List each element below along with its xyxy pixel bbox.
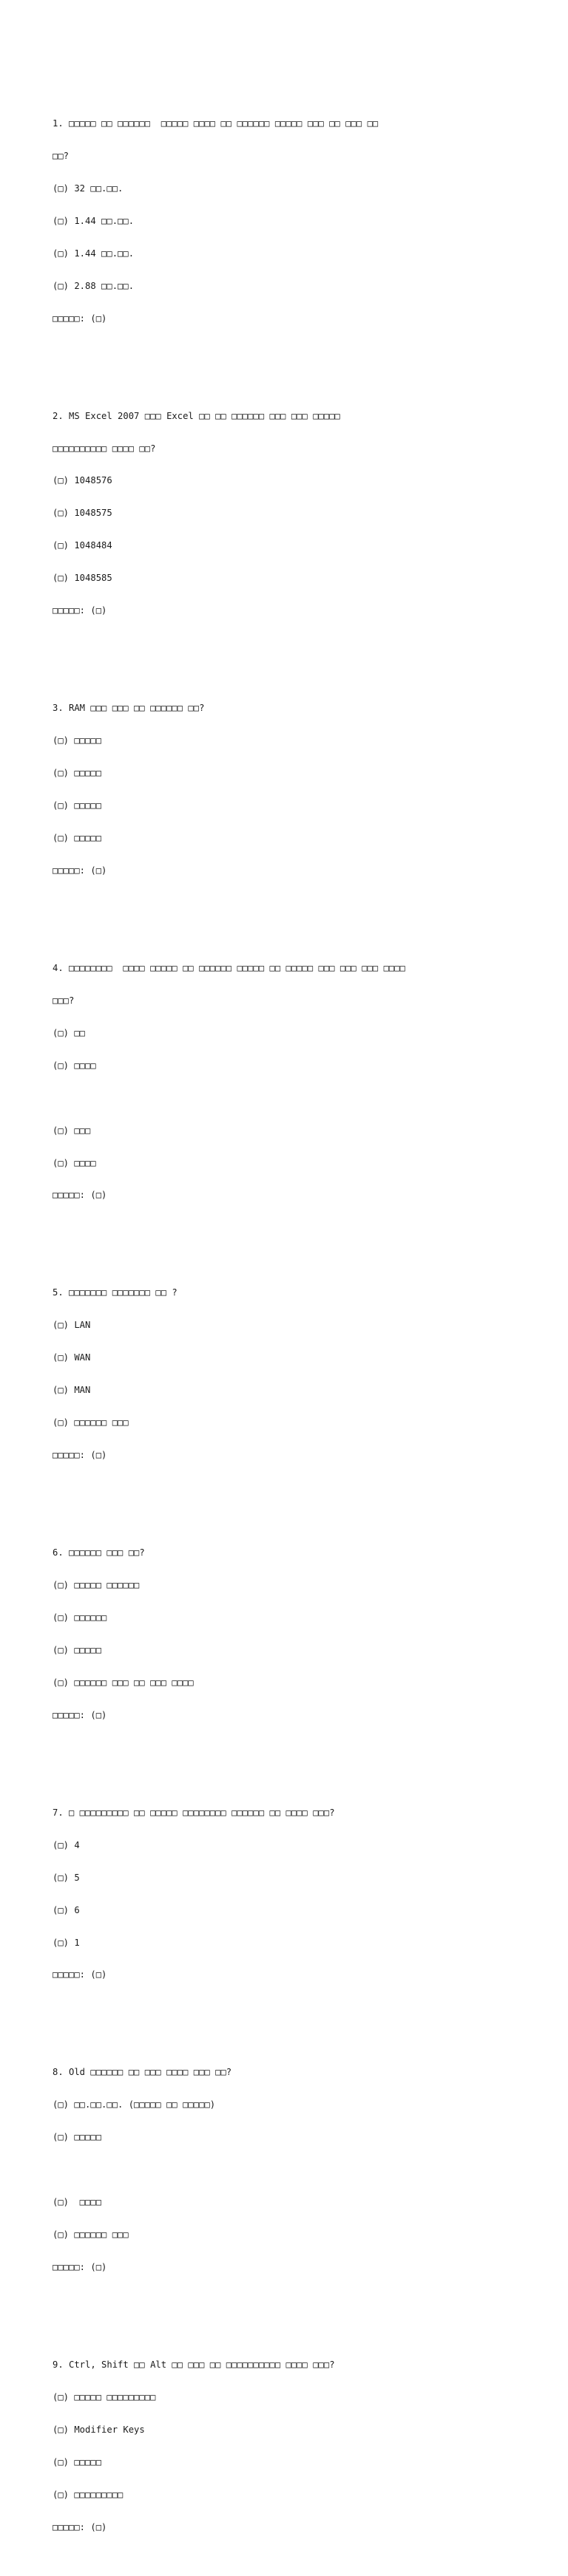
option-d: (□) □□□□□□ □□□: [53, 2229, 129, 2241]
option-d: (□) □□□□□□ □□□ □□ □□□ □□□□: [53, 1677, 194, 1688]
option-a: (□) 32 □□.□□.: [53, 183, 124, 194]
question-block-3: [53, 681, 555, 898]
answer-line: □□□□□: (□): [53, 2521, 107, 2532]
question-block-7: [53, 1785, 555, 2002]
option-a: (□) □□□□□: [53, 735, 102, 746]
option-b: (□) WAN: [53, 1352, 91, 1363]
option-c: (□) □□□□□: [53, 800, 102, 811]
option-a: (□) □□: [53, 1027, 86, 1038]
question-block-6: [53, 1526, 555, 1742]
answer-line: □□□□□: (□): [53, 1709, 107, 1720]
option-b: (□) Modifier Keys: [53, 2424, 145, 2435]
answer-line: □□□□□: (□): [53, 2262, 107, 2273]
option-a: (□) □□□□□ □□□□□□: [53, 1579, 140, 1590]
option-a: (□) 4: [53, 1839, 80, 1850]
answer-line: □□□□□: (□): [53, 1190, 107, 1201]
option-b: (□) □□□□□□: [53, 1612, 107, 1623]
question-block-9: [53, 2338, 555, 2555]
question-text-continued: □□?: [53, 150, 70, 161]
question-block-2: [53, 389, 555, 638]
option-b: (□) 1.44 □□.□□.: [53, 215, 135, 226]
option-b: (□) 1048575: [53, 508, 112, 519]
question-text: 2. MS Excel 2007 □□□ Excel □□ □□ □□□□□□ □□□ □□□ □□□□□: [53, 410, 340, 421]
question-block-1: [53, 97, 555, 346]
option-d: (□) □□□□□: [53, 832, 102, 843]
question-text: 4. □□□□□□□□ □□□□ □□□□□ □□ □□□□□□ □□□□□ □□ □□□□□ □□□ □□□ □□□ □□□□: [53, 962, 405, 973]
option-d: (□) 2.88 □□.□□.: [53, 280, 135, 291]
answer-line: □□□□□: (□): [53, 313, 107, 324]
option-d: (□) □□□□□□ □□□: [53, 1417, 129, 1428]
question-text: 5. □□□□□□□ □□□□□□□ □□ ?: [53, 1287, 178, 1298]
question-text: 8. Old □□□□□□ □□ □□□ □□□□ □□□ □□?: [53, 2067, 232, 2078]
option-d: (□) 1: [53, 1937, 80, 1948]
question-text: 3. RAM □□□ □□□ □□ □□□□□□ □□?: [53, 703, 205, 714]
question-text-continued: □□□□□□□□□□ □□□□ □□?: [53, 443, 156, 454]
option-c: (□) □□□□□: [53, 2456, 102, 2467]
question-text: 9. Ctrl, Shift □□ Alt □□ □□□ □□ □□□□□□□□□□ □□□□ □□□?: [53, 2359, 335, 2370]
question-text: 1. □□□□□ □□ □□□□□□ □□□□□ □□□□ □□ □□□□□□ □□□□□ □□□ □□ □□□ □□: [53, 117, 379, 129]
question-block-8: [53, 2045, 555, 2294]
question-text-continued: □□□?: [53, 995, 75, 1006]
option-b: (□) □□□□: [53, 1060, 96, 1071]
option-b: (□) □□□□□: [53, 2132, 102, 2143]
question-text: 7. □ □□□□□□□□□ □□ □□□□□ □□□□□□□□ □□□□□□ □□ □□□□ □□□?: [53, 1807, 335, 1818]
answer-line: □□□□□: (□): [53, 1969, 107, 1980]
option-c: (□) □□□: [53, 1125, 91, 1136]
answer-line: □□□□□: (□): [53, 1450, 107, 1461]
option-d: (□) 1048585: [53, 573, 112, 584]
question-block-5: [53, 1266, 555, 1482]
option-c: (□) 1048484: [53, 540, 112, 551]
option-c: (□) 6: [53, 1904, 80, 1915]
option-a: (□) 1048576: [53, 475, 112, 486]
option-c: (□) □□□□: [53, 2197, 102, 2208]
option-c: (□) 1.44 □□.□□.: [53, 248, 135, 259]
option-b: (□) □□□□□: [53, 768, 102, 779]
question-text: 6. □□□□□□ □□□ □□?: [53, 1547, 145, 1558]
option-a: (□) □□.□□.□□. (□□□□□ □□ □□□□□): [53, 2099, 216, 2110]
option-d: (□) □□□□: [53, 1157, 96, 1168]
option-c: (□) MAN: [53, 1385, 91, 1396]
option-a: (□) □□□□□ □□□□□□□□□: [53, 2391, 156, 2402]
answer-line: □□□□□: (□): [53, 605, 107, 616]
blank-line: [53, 1093, 555, 1104]
option-d: (□) □□□□□□□□□: [53, 2489, 124, 2500]
option-c: (□) □□□□□: [53, 1644, 102, 1655]
option-a: (□) LAN: [53, 1320, 91, 1331]
answer-line: □□□□□: (□): [53, 865, 107, 876]
question-block-4: [53, 941, 555, 1223]
option-b: (□) 5: [53, 1872, 80, 1883]
quiz-document: [53, 53, 555, 2576]
blank-line: [53, 2164, 555, 2175]
